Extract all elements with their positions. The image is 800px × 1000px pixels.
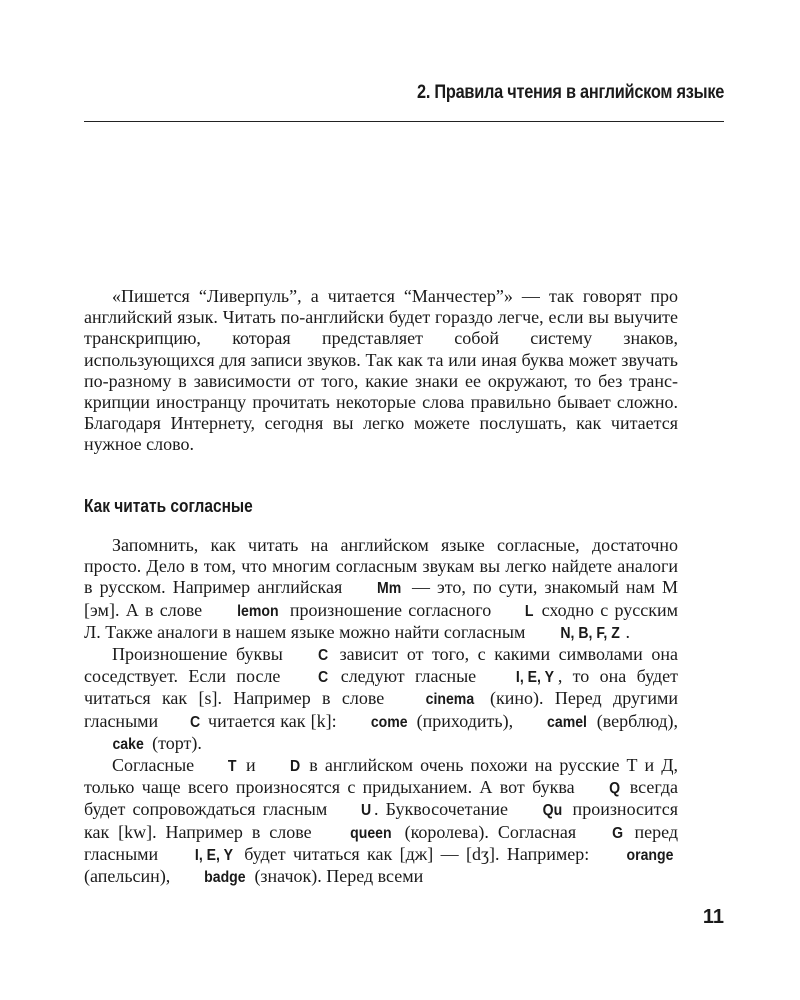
english-term: U bbox=[361, 802, 372, 820]
text-run: произношение согласного bbox=[283, 599, 498, 620]
header-divider bbox=[84, 121, 724, 122]
text-run: Произношение буквы bbox=[112, 644, 292, 665]
text-run: . Буквосочетание bbox=[373, 799, 516, 820]
text-run: Запомнить, как читать на английском языке согласные, достаточно просто. Дело в том, что многим согласным звукам вы легко найдете аналоги в русском. Например английская bbox=[84, 535, 678, 598]
section-body bbox=[84, 535, 678, 888]
text-run: перед гласными bbox=[84, 821, 678, 864]
text-run: в английском очень похожи на русские Т и Д, только чаще всего произносятся с придыханием. А вот буква bbox=[84, 755, 678, 798]
english-term: G bbox=[612, 824, 624, 842]
english-term: Mm bbox=[377, 580, 402, 598]
english-term: lemon bbox=[237, 602, 280, 620]
text-run: (верблюд), bbox=[591, 710, 678, 731]
english-term: C bbox=[318, 647, 329, 665]
section-heading: Как читать согласные bbox=[84, 496, 253, 516]
text-run: произносится как [kw]. Например в слове bbox=[84, 799, 678, 842]
english-term: Q bbox=[609, 780, 620, 798]
text-run: будет читаться как [дж] — [dʒ]. Например: bbox=[236, 843, 597, 864]
paragraph-consonants-intro bbox=[84, 535, 678, 644]
text-run: всегда будет сопровождаться гласным bbox=[84, 777, 678, 820]
english-term: D bbox=[289, 758, 300, 776]
page-number: 11 bbox=[702, 906, 724, 928]
english-term: C bbox=[190, 713, 201, 731]
english-term: camel bbox=[547, 713, 588, 731]
text-run: , то она будет читаться как [s]. Например в слове bbox=[84, 666, 678, 709]
english-term: come bbox=[370, 713, 408, 731]
text-run: (приходить), bbox=[411, 710, 519, 731]
text-run: зависит от того, с какими символами она соседствует. Если после bbox=[84, 644, 678, 687]
english-term: cake bbox=[112, 735, 144, 753]
text-run: и bbox=[238, 755, 263, 776]
english-term: T bbox=[228, 758, 237, 776]
english-term: C bbox=[317, 669, 328, 687]
english-term: Qu bbox=[542, 802, 563, 820]
text-run: (кино). Перед другими гласными bbox=[84, 688, 678, 731]
text-run: — это, по сути, знакомый нам М [эм]. А в слове bbox=[84, 577, 678, 620]
intro-paragraph: «Пишется “Ливерпуль”, а читается “Манчестер”» — так говорят про английский язык. Читать по-английски будет гораздо легче, если вы выучите транскрипцию, которая представляет собой систему знаков, использующихся для записи звуков. Так как та или иная буква может звучать по-разному в зависимости от того, какие знаки ее окружают, то без транскрипции иностранцу прочитать некоторые слова правильно бывает сложно. Благодаря Интернету, сегодня вы легко можете послушать, как читается нужное слово. bbox=[84, 286, 678, 455]
intro-block bbox=[84, 286, 678, 456]
english-term: badge bbox=[203, 869, 246, 887]
text-run: . bbox=[625, 621, 630, 642]
text-run: Согласные bbox=[112, 755, 202, 776]
english-term: I, E, Y bbox=[194, 846, 233, 864]
english-term: L bbox=[524, 602, 534, 620]
paragraph-t-d-q-g bbox=[84, 755, 678, 888]
english-term: N, B, F, Z bbox=[560, 624, 620, 642]
english-term: I, E, Y bbox=[515, 669, 554, 687]
text-run: (торт). bbox=[147, 732, 202, 753]
english-term: queen bbox=[349, 824, 392, 842]
text-run: (значок). Перед всеми bbox=[249, 866, 424, 887]
running-header-title: 2. Правила чтения в английском языке bbox=[416, 82, 724, 103]
paragraph-letter-c bbox=[84, 644, 678, 755]
text-run: (апельсин), bbox=[84, 866, 175, 887]
text-run: сходно с русским Л. Также аналоги в нашем языке можно найти согласным bbox=[84, 599, 678, 642]
text-run: следуют гласные bbox=[330, 666, 487, 687]
english-term: cinema bbox=[425, 691, 474, 709]
english-term: orange bbox=[626, 846, 674, 864]
text-run: читается как [k]: bbox=[202, 710, 342, 731]
text-run: (королева). Согласная bbox=[395, 821, 586, 842]
